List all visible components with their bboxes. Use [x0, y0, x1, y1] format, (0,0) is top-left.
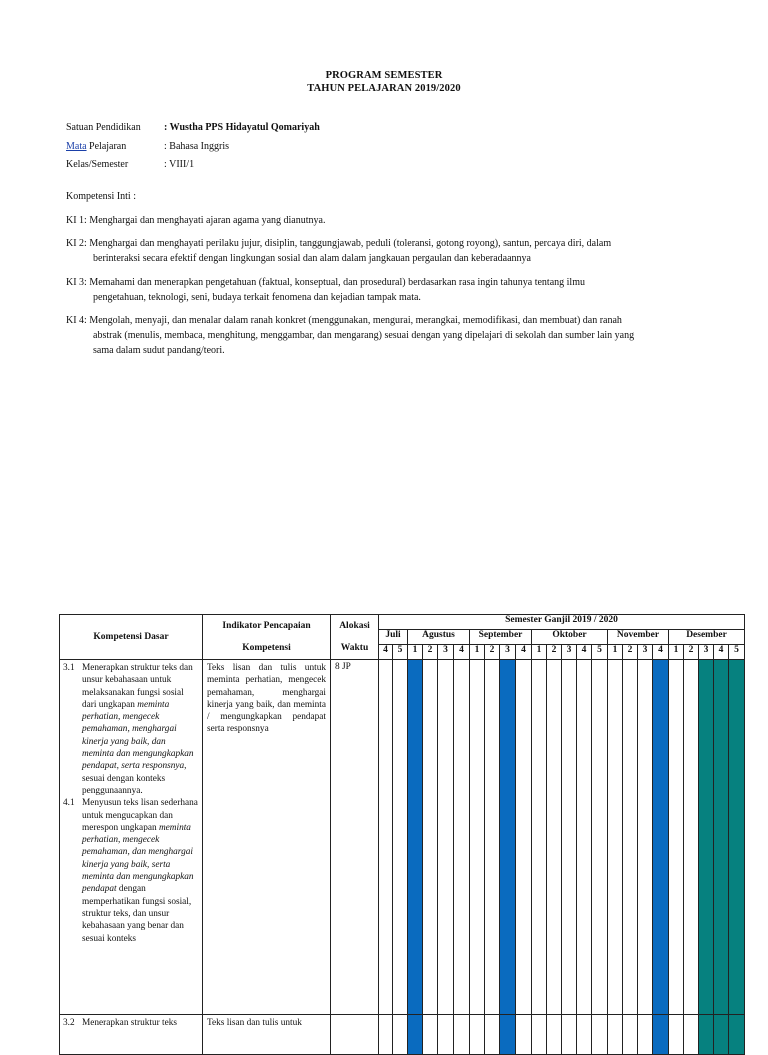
week-cell: 3 — [699, 645, 714, 660]
week-slot — [547, 660, 562, 1015]
week-cell: 2 — [423, 645, 438, 660]
week-slot — [532, 1015, 547, 1055]
kd-text-italic: meminta perhatian, mengecek pemahaman, dan menghargai kinerja yang baik, serta meminta dan mengungkapkan pendapat — [82, 822, 194, 895]
kd-cell — [60, 660, 203, 1015]
month-agustus: Agustus — [408, 630, 470, 645]
week-slot — [577, 1015, 592, 1055]
week-slot — [623, 1015, 638, 1055]
week-cell: 3 — [438, 645, 454, 660]
week-slot — [684, 1015, 699, 1055]
ki3-line1: KI 3: Memahami dan menerapkan pengetahuan (faktual, konseptual, dan prosedural) berdasarkan rasa ingin tahunya tentang ilmu — [66, 277, 585, 288]
program-semester-table — [59, 614, 745, 1055]
kd-4-1 — [63, 797, 199, 945]
ki-1 — [66, 213, 696, 228]
week-slot — [516, 660, 532, 1015]
week-slot-blue — [408, 1015, 423, 1055]
indikator-cell: Teks lisan dan tulis untuk meminta perhatian, mengecek pemahaman, menghargai kinerja yang baik, dan meminta / mengungkapkan pendapat serta responsnya — [203, 660, 331, 1015]
week-slot — [638, 1015, 653, 1055]
week-slot — [485, 1015, 500, 1055]
week-slot — [532, 660, 547, 1015]
mata-value: : Bahasa Inggris — [164, 141, 229, 152]
header-alokasi: Alokasi Waktu — [331, 615, 379, 660]
week-cell: 5 — [592, 645, 608, 660]
week-cell: 2 — [684, 645, 699, 660]
week-slot — [393, 660, 408, 1015]
kd-text: Menyusun teks lisan sederhana untuk mengucapkan dan merespon ungkapan — [82, 798, 198, 833]
kd-number: 3.2 — [63, 1018, 75, 1028]
satuan-label: Satuan Pendidikan — [66, 122, 141, 133]
kelas-value: : VIII/1 — [164, 159, 195, 170]
week-slot — [516, 1015, 532, 1055]
week-slot-blue — [653, 1015, 669, 1055]
week-slot — [608, 660, 623, 1015]
week-cell: 4 — [379, 645, 393, 660]
kd-text: Menerapkan struktur teks dan unsur kebahasaan untuk melaksanakan fungsi sosial dari ungkapan — [82, 663, 193, 710]
week-cell: 4 — [454, 645, 470, 660]
week-slot-teal — [714, 660, 729, 1015]
ki4-line3: sama dalam sudut pandang/teori. — [93, 345, 225, 356]
kd-number: 4.1 — [63, 798, 75, 809]
week-slot — [562, 1015, 577, 1055]
week-slot — [684, 660, 699, 1015]
week-slot-teal — [699, 660, 714, 1015]
week-cell: 4 — [577, 645, 592, 660]
kd-3-2 — [63, 1017, 199, 1029]
week-cell: 1 — [470, 645, 485, 660]
ki2-line2: berinteraksi secara efektif dengan lingkungan sosial dan alam dalam jangkauan pergaulan dan keberadaannya — [93, 253, 531, 264]
page-title-line1: PROGRAM SEMESTER — [325, 70, 443, 81]
kd-text-italic: meminta perhatian, mengecek pemahaman, menghargai kinerja yang baik, dan meminta dan mengungkapkan pendapat, serta responsnya — [82, 699, 194, 772]
month-oktober: Oktober — [532, 630, 608, 645]
header-indikator: Indikator Pencapaian Kompetensi — [203, 615, 331, 660]
week-slot — [379, 1015, 393, 1055]
week-slot-blue — [653, 660, 669, 1015]
alokasi-cell: 8 JP — [331, 660, 379, 1015]
header-semester: Semester Ganjil 2019 / 2020 — [379, 615, 745, 630]
week-slot — [438, 660, 454, 1015]
satuan-value: : Wustha PPS Hidayatul Qomariyah — [164, 122, 320, 133]
week-cell: 1 — [608, 645, 623, 660]
page-title-line2: TAHUN PELAJARAN 2019/2020 — [307, 83, 461, 94]
ki-3 — [66, 275, 696, 305]
week-cell: 4 — [653, 645, 669, 660]
week-cell: 3 — [638, 645, 653, 660]
kd-text: dengan memperhatikan fungsi sosial, struktur teks, dan unsur kebahasaan yang benar dan sesuai konteks — [82, 884, 192, 944]
week-slot — [669, 660, 684, 1015]
week-cell: 2 — [547, 645, 562, 660]
month-november: November — [608, 630, 669, 645]
kd-number: 3.1 — [63, 663, 75, 673]
ki3-line2: pengetahuan, teknologi, seni, budaya terkait fenomena dan kejadian tampak mata. — [93, 292, 421, 303]
week-cell: 2 — [623, 645, 638, 660]
week-slot — [470, 660, 485, 1015]
week-slot-teal — [729, 1015, 745, 1055]
week-slot-teal — [699, 1015, 714, 1055]
week-cell: 5 — [393, 645, 408, 660]
kd-text: Menerapkan struktur teks — [82, 1018, 178, 1028]
week-slot — [393, 1015, 408, 1055]
week-slot — [423, 660, 438, 1015]
week-slot — [438, 1015, 454, 1055]
week-slot-teal — [714, 1015, 729, 1055]
week-slot — [470, 1015, 485, 1055]
week-slot — [562, 660, 577, 1015]
ki2-line1: KI 2: Menghargai dan menghayati perilaku jujur, disiplin, tanggungjawab, peduli (toleransi, gotong royong), santun, percaya diri, dalam — [66, 238, 612, 249]
ki4-line1: KI 4: Mengolah, menyaji, dan menalar dalam ranah konkret (menggunakan, mengurai, merangkai, memodifikasi, dan membuat) dan ranah — [66, 315, 622, 326]
ki1-text: KI 1: Menghargai dan menghayati ajaran agama yang dianutnya. — [66, 215, 326, 226]
week-cell: 3 — [562, 645, 577, 660]
week-slot-teal — [729, 660, 745, 1015]
week-cell: 3 — [500, 645, 516, 660]
month-september: September — [470, 630, 532, 645]
ki-4 — [66, 313, 696, 358]
indikator-cell: Teks lisan dan tulis untuk — [203, 1015, 331, 1055]
week-slot-blue — [408, 660, 423, 1015]
week-slot — [454, 660, 470, 1015]
week-slot — [454, 1015, 470, 1055]
month-juli: Juli — [379, 630, 408, 645]
week-slot — [592, 660, 608, 1015]
alokasi-cell — [331, 1015, 379, 1055]
kd-text: , sesuai dengan konteks penggunaannya. — [82, 761, 187, 796]
week-cell: 1 — [669, 645, 684, 660]
month-desember: Desember — [669, 630, 745, 645]
week-slot — [547, 1015, 562, 1055]
table-row — [60, 660, 745, 1015]
week-slot — [423, 1015, 438, 1055]
week-slot — [379, 660, 393, 1015]
week-cell: 1 — [532, 645, 547, 660]
mata-label-rest: Pelajaran — [86, 141, 127, 152]
week-cell: 1 — [408, 645, 423, 660]
week-slot-blue — [500, 660, 516, 1015]
week-cell: 5 — [729, 645, 745, 660]
week-slot — [608, 1015, 623, 1055]
kd-cell — [60, 1015, 203, 1055]
kelas-label: Kelas/Semester — [66, 159, 129, 170]
table-row — [60, 1015, 745, 1055]
week-cell: 4 — [714, 645, 729, 660]
week-slot — [623, 660, 638, 1015]
week-slot — [592, 1015, 608, 1055]
week-slot-blue — [500, 1015, 516, 1055]
mata-link[interactable]: Mata — [66, 141, 87, 152]
week-cell: 2 — [485, 645, 500, 660]
ki-heading: Kompetensi Inti : — [66, 191, 136, 202]
ki-2 — [66, 236, 696, 266]
week-slot — [485, 660, 500, 1015]
week-slot — [638, 660, 653, 1015]
week-slot — [669, 1015, 684, 1055]
kd-3-1 — [63, 662, 199, 797]
week-cell: 4 — [516, 645, 532, 660]
week-slot — [577, 660, 592, 1015]
ki4-line2: abstrak (menulis, membaca, menghitung, menggambar, dan mengarang) sesuai dengan yang dipelajari di sekolah dan sumber lain yang — [93, 330, 635, 341]
header-kompetensi-dasar: Kompetensi Dasar — [60, 615, 203, 660]
